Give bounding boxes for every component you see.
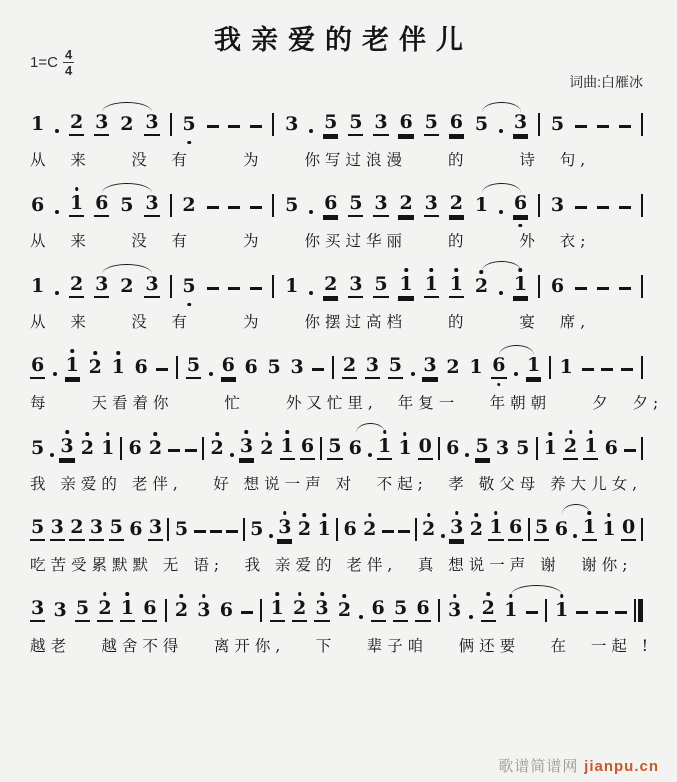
note: 3 <box>30 598 45 622</box>
note: 2 <box>323 274 338 298</box>
slur-arc <box>102 183 152 193</box>
note: 2 <box>363 518 377 540</box>
note: 3 <box>448 599 462 621</box>
duration-dash <box>185 449 197 452</box>
slur-arc <box>482 183 521 193</box>
note: 3 <box>348 274 363 298</box>
duration-dash <box>597 287 609 290</box>
duration-dash <box>228 287 240 290</box>
notation-line <box>30 193 643 217</box>
note: 2 <box>449 193 464 217</box>
note: 1 <box>398 274 413 298</box>
note: 2 <box>97 598 112 622</box>
augmentation-dot <box>309 291 313 295</box>
music-system <box>30 436 643 495</box>
note: 5 <box>475 436 490 460</box>
barline <box>202 437 204 460</box>
music-system <box>30 354 664 414</box>
note: 6 <box>219 599 233 621</box>
key-signature <box>30 48 74 77</box>
note: 2 <box>422 518 436 540</box>
note: 6 <box>142 598 157 622</box>
duration-dash <box>575 125 587 128</box>
music-system <box>30 517 643 576</box>
music-system <box>30 193 643 252</box>
note: 3 <box>373 193 388 217</box>
note: 2 <box>481 598 496 622</box>
note: 6 <box>550 275 565 297</box>
augmentation-dot <box>269 534 273 538</box>
note: 1 <box>504 599 518 621</box>
note: 5 <box>393 598 408 622</box>
note: 5 <box>267 356 281 378</box>
duration-dash <box>619 287 631 290</box>
duration-dash <box>575 287 587 290</box>
lyrics-line: 我 亲爱的 老伴, 好 想说一声 对 不起; 孝 敬父母 养大儿女, <box>30 475 643 493</box>
note: 1 <box>449 274 464 298</box>
barline <box>538 275 540 298</box>
barline <box>170 275 172 298</box>
barline <box>167 518 169 541</box>
duration-dash <box>619 206 631 209</box>
score <box>0 88 677 657</box>
note: 6 <box>446 437 460 459</box>
barline <box>438 437 440 460</box>
duration-dash <box>624 449 636 452</box>
note: 1 <box>488 517 503 541</box>
note: 3 <box>144 193 159 217</box>
barline <box>170 194 172 217</box>
note: 2 <box>469 518 483 540</box>
note: 5 <box>550 113 565 135</box>
note: 2 <box>337 599 352 621</box>
note: 5 <box>285 194 299 216</box>
note: 1 <box>69 193 84 217</box>
note: 2 <box>342 355 357 379</box>
note: 1 <box>65 355 80 379</box>
barline <box>545 599 547 622</box>
note: 2 <box>563 436 578 460</box>
header <box>0 0 677 88</box>
lyrics-line: 越老 越舍不得 离开你, 下 辈子咱 俩还要 在 一起 ! <box>30 637 654 655</box>
augmentation-dot <box>499 291 503 295</box>
note: 6 <box>343 518 357 540</box>
augmentation-dot <box>499 129 503 133</box>
duration-dash <box>250 206 262 209</box>
note: 1 <box>317 518 331 540</box>
note: 6 <box>129 518 143 540</box>
duration-dash <box>576 611 588 614</box>
note: 6 <box>415 598 430 622</box>
barline <box>260 599 262 622</box>
note: 1 <box>469 356 483 378</box>
final-barline <box>634 599 643 622</box>
meter-fraction <box>63 48 74 77</box>
music-system <box>30 112 643 171</box>
slur-arc <box>562 504 590 514</box>
duration-dash <box>228 206 240 209</box>
barline <box>320 437 322 460</box>
duration-dash <box>250 287 262 290</box>
slur-arc <box>356 423 385 433</box>
note: 2 <box>69 517 84 541</box>
note: 3 <box>144 112 159 136</box>
notation-line <box>30 517 643 541</box>
duration-dash <box>601 368 613 371</box>
barline <box>641 437 643 460</box>
note: 3 <box>513 112 528 136</box>
note: 3 <box>50 517 65 541</box>
note: 2 <box>69 274 84 298</box>
note: 5 <box>182 113 196 135</box>
note: 3 <box>424 193 439 217</box>
note: 6 <box>491 355 506 379</box>
augmentation-dot <box>359 615 363 619</box>
note: 5 <box>174 518 189 540</box>
note: 2 <box>120 113 134 135</box>
rest: 0 <box>418 436 433 460</box>
note: 1 <box>270 598 285 622</box>
note: 1 <box>398 437 412 459</box>
slur-arc <box>482 261 521 271</box>
note: 3 <box>422 355 437 379</box>
barline <box>243 518 245 541</box>
duration-dash <box>207 287 219 290</box>
duration-dash <box>241 611 253 614</box>
barline <box>438 599 440 622</box>
barline <box>528 518 530 541</box>
note: 1 <box>101 437 115 459</box>
lyrics-line: 从 来 没 有 为 你写过浪漫 的 诗 句, <box>30 151 591 169</box>
duration-dash <box>156 368 168 371</box>
barline <box>272 275 274 298</box>
duration-dash <box>619 125 631 128</box>
note: 1 <box>424 274 439 298</box>
augmentation-dot <box>50 453 54 457</box>
note: 6 <box>323 193 338 217</box>
note: 3 <box>53 599 67 621</box>
note: 5 <box>323 112 338 136</box>
note: 2 <box>292 598 307 622</box>
note: 1 <box>280 436 295 460</box>
note: 2 <box>80 437 94 459</box>
barline <box>272 194 274 217</box>
music-system <box>30 597 654 657</box>
notation-line <box>30 274 643 298</box>
meter-numerator: 4 <box>64 47 73 62</box>
duration-dash <box>597 125 609 128</box>
note: 5 <box>388 355 403 379</box>
barline <box>165 599 167 622</box>
barline <box>536 437 538 460</box>
rest: 0 <box>621 517 636 541</box>
duration-dash <box>228 125 240 128</box>
duration-dash <box>398 530 410 533</box>
note: 2 <box>398 193 413 217</box>
note: 6 <box>604 437 618 459</box>
augmentation-dot <box>469 615 473 619</box>
augmentation-dot <box>209 372 213 376</box>
augmentation-dot <box>441 534 445 538</box>
barline <box>538 113 540 136</box>
note: 6 <box>30 355 45 379</box>
note: 3 <box>550 194 565 216</box>
barline <box>332 356 334 379</box>
meter-denominator: 4 <box>64 63 73 78</box>
duration-dash <box>210 530 222 533</box>
barline <box>641 518 643 541</box>
note: 1 <box>111 356 125 378</box>
note: 6 <box>31 194 45 216</box>
barline <box>170 113 172 136</box>
slur-arc <box>499 345 534 355</box>
augmentation-dot <box>573 534 577 538</box>
note: 3 <box>365 355 380 379</box>
note: 3 <box>373 112 388 136</box>
augmentation-dot <box>309 129 313 133</box>
note: 6 <box>221 355 236 379</box>
note: 5 <box>120 194 134 216</box>
barline <box>549 356 551 379</box>
note: 2 <box>182 194 196 216</box>
note: 3 <box>449 517 464 541</box>
note: 3 <box>89 517 104 541</box>
note: 2 <box>474 275 489 297</box>
duration-dash <box>226 530 238 533</box>
note: 5 <box>31 437 45 459</box>
note: 5 <box>424 112 439 136</box>
note: 1 <box>31 275 45 297</box>
note: 1 <box>377 436 392 460</box>
note: 5 <box>327 436 342 460</box>
note: 3 <box>290 356 304 378</box>
augmentation-dot <box>499 210 503 214</box>
duration-dash <box>582 368 594 371</box>
duration-dash <box>168 449 180 452</box>
note: 3 <box>495 437 510 459</box>
note: 3 <box>94 274 109 298</box>
note: 3 <box>314 598 329 622</box>
site-name: 歌谱简谱网 <box>498 757 579 775</box>
barline <box>176 356 178 379</box>
site-url: jianpu.cn <box>584 758 659 775</box>
barline <box>272 113 274 136</box>
note: 2 <box>88 356 102 378</box>
duration-dash <box>596 611 608 614</box>
note: 6 <box>300 436 315 460</box>
duration-dash <box>597 206 609 209</box>
duration-dash <box>575 206 587 209</box>
note: 1 <box>559 356 573 378</box>
duration-dash <box>312 368 324 371</box>
note: 3 <box>277 517 292 541</box>
note: 2 <box>297 518 312 540</box>
note: 2 <box>148 437 163 459</box>
note: 2 <box>174 599 189 621</box>
note: 6 <box>371 598 386 622</box>
note: 2 <box>120 275 134 297</box>
key-label: 1=C <box>30 54 58 71</box>
slur-arc <box>482 102 521 112</box>
duration-dash <box>194 530 206 533</box>
note: 6 <box>94 193 109 217</box>
augmentation-dot <box>465 453 469 457</box>
note: 5 <box>373 274 388 298</box>
slur-arc <box>511 585 562 595</box>
note: 1 <box>31 113 45 135</box>
note: 1 <box>583 436 598 460</box>
note: 2 <box>69 112 84 136</box>
note: 1 <box>582 517 597 541</box>
note: 2 <box>260 437 274 459</box>
barline <box>415 518 417 541</box>
augmentation-dot <box>55 210 59 214</box>
notation-line <box>30 436 643 460</box>
note: 1 <box>120 598 135 622</box>
note: 6 <box>449 112 464 136</box>
note: 6 <box>348 437 362 459</box>
barline <box>336 518 338 541</box>
note: 3 <box>144 274 159 298</box>
note: 3 <box>285 113 299 135</box>
note: 2 <box>210 437 224 459</box>
augmentation-dot <box>55 291 59 295</box>
note: 6 <box>244 356 258 378</box>
augmentation-dot <box>55 129 59 133</box>
slur-arc <box>102 102 152 112</box>
note: 6 <box>554 518 568 540</box>
augmentation-dot <box>514 372 518 376</box>
augmentation-dot <box>53 372 57 376</box>
note: 1 <box>285 275 299 297</box>
note: 5 <box>348 193 363 217</box>
duration-dash <box>615 611 627 614</box>
note: 5 <box>186 355 201 379</box>
augmentation-dot <box>368 453 372 457</box>
barline <box>641 275 643 298</box>
lyrics-line: 从 来 没 有 为 你摆过高档 的 宴 席, <box>30 313 591 331</box>
lyrics-line: 每 天看着你 忙 外又忙里, 年复一 年朝朝 夕 夕; <box>30 394 664 412</box>
note: 3 <box>59 436 74 460</box>
augmentation-dot <box>230 453 234 457</box>
note: 5 <box>182 275 196 297</box>
note: 6 <box>128 437 142 459</box>
note: 5 <box>250 518 264 540</box>
note: 3 <box>148 517 163 541</box>
duration-dash <box>207 125 219 128</box>
note: 6 <box>508 517 523 541</box>
page-title: 我亲爱的老伴儿 <box>214 25 473 56</box>
music-system <box>30 274 643 333</box>
duration-dash <box>526 611 538 614</box>
note: 1 <box>526 355 541 379</box>
note: 1 <box>543 437 557 459</box>
note: 1 <box>513 274 528 298</box>
note: 2 <box>446 356 460 378</box>
note: 5 <box>474 113 489 135</box>
barline <box>641 356 643 379</box>
augmentation-dot <box>411 372 415 376</box>
note: 6 <box>513 193 528 217</box>
barline <box>120 437 122 460</box>
duration-dash <box>621 368 633 371</box>
note: 5 <box>30 517 45 541</box>
note: 5 <box>348 112 363 136</box>
note: 6 <box>134 356 148 378</box>
notation-line <box>30 598 643 622</box>
composer-credit: 词曲:白雁冰 <box>569 74 643 90</box>
notation-line <box>30 112 643 136</box>
slur-arc <box>102 264 152 274</box>
augmentation-dot <box>309 210 313 214</box>
note: 5 <box>516 437 530 459</box>
note: 3 <box>239 436 254 460</box>
barline <box>641 194 643 217</box>
barline <box>538 194 540 217</box>
note: 5 <box>75 598 90 622</box>
watermark <box>498 755 659 776</box>
note: 1 <box>602 518 616 540</box>
note: 1 <box>474 194 489 216</box>
note: 3 <box>94 112 109 136</box>
barline <box>641 113 643 136</box>
lyrics-line: 从 来 没 有 为 你买过华丽 的 外 衣; <box>30 232 591 250</box>
note: 3 <box>197 599 211 621</box>
note: 1 <box>554 599 569 621</box>
note: 5 <box>534 517 549 541</box>
duration-dash <box>382 530 394 533</box>
lyrics-line: 吃苦受累默默 无 语; 我 亲爱的 老伴, 真 想说一声 谢 谢你; <box>30 556 633 574</box>
note: 5 <box>109 517 124 541</box>
note: 6 <box>398 112 413 136</box>
duration-dash <box>250 125 262 128</box>
notation-line <box>30 355 643 379</box>
duration-dash <box>207 206 219 209</box>
